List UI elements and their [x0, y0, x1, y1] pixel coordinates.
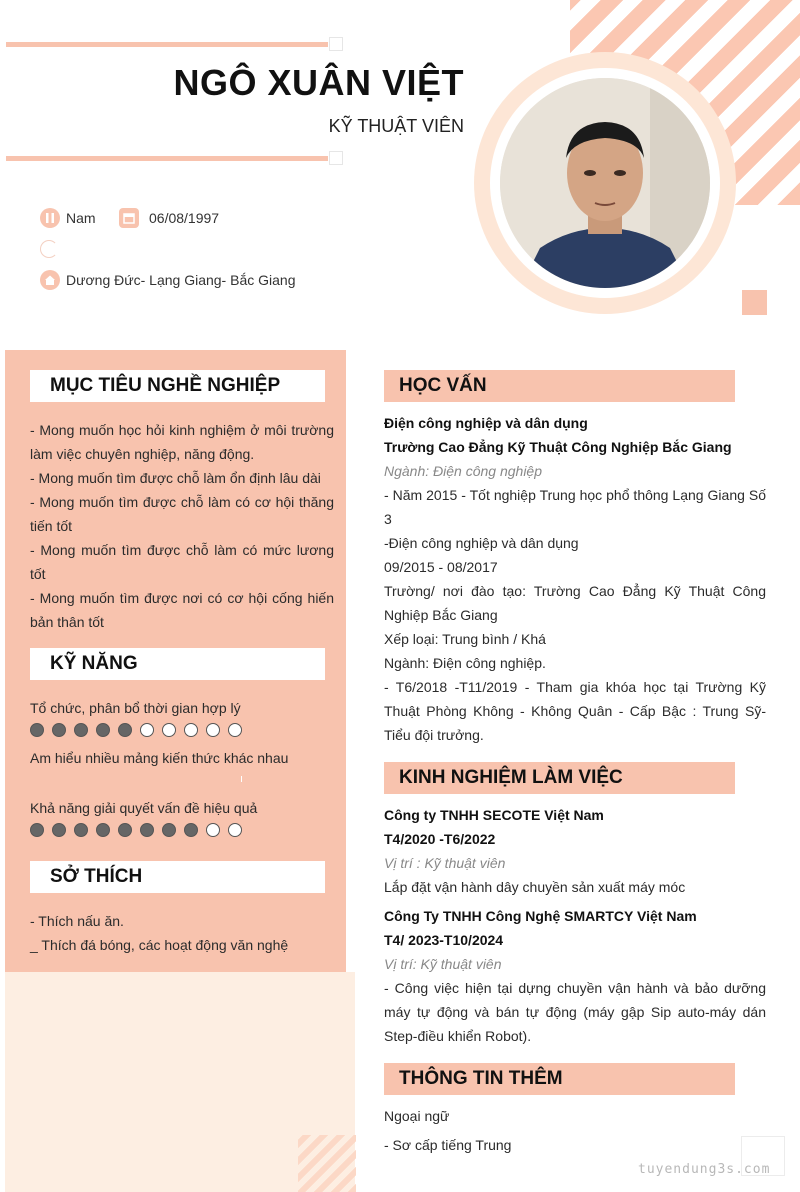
education-detail: -Điện công nghiệp và dân dụng — [384, 535, 579, 551]
birthdate-value: 06/08/1997 — [149, 210, 220, 226]
objective-list — [30, 418, 334, 634]
address-value: Dương Đức- Lạng Giang- Bắc Giang — [66, 272, 296, 288]
skill-label: Am hiểu nhiều mảng kiến thức khác nhau — [30, 750, 289, 766]
objective-line: - Mong muốn học hỏi kinh nghiệm ở môi trường làm việc chuyên nghiệp, năng động. — [30, 422, 334, 462]
experience-block — [384, 803, 766, 1048]
hobbies-list — [30, 909, 334, 957]
info-gender — [40, 208, 96, 228]
rating-dot-filled — [162, 823, 176, 837]
rating-dot-filled — [118, 723, 132, 737]
education-school: Trường Cao Đẳng Kỹ Thuật Công Nghiệp Bắc Giang — [384, 439, 732, 455]
hobby-line: - Thích nấu ăn. — [30, 913, 124, 929]
education-major-title: Điện công nghiệp và dân dụng — [384, 415, 588, 431]
rating-dot-filled — [118, 823, 132, 837]
job-period: T4/2020 -T6/2022 — [384, 831, 496, 847]
skill-rating — [30, 723, 242, 737]
skill-label: Khả năng giải quyết vấn đề hiệu quả — [30, 800, 258, 816]
gender-icon — [40, 208, 60, 228]
extra-info-heading: THÔNG TIN THÊM — [384, 1063, 735, 1095]
header-line-top — [6, 42, 328, 47]
hobby-line: _ Thích đá bóng, các hoạt động văn nghệ — [30, 937, 289, 953]
rating-dot-empty — [184, 723, 198, 737]
job-description: Lắp đặt vận hành dây chuyền sản xuất máy móc — [384, 879, 686, 895]
rating-dot-filled — [30, 823, 44, 837]
info-birthdate — [119, 208, 219, 228]
rating-dot-empty — [206, 823, 220, 837]
rating-dot-empty — [162, 723, 176, 737]
objective-heading: MỤC TIÊU NGHỀ NGHIỆP — [30, 370, 325, 402]
peach-square-decoration — [742, 290, 767, 315]
profile-photo — [500, 78, 710, 288]
bottom-stripes-decoration — [298, 1135, 356, 1192]
extra-info-line: Ngoại ngữ — [384, 1108, 450, 1124]
education-detail: 09/2015 - 08/2017 — [384, 559, 498, 575]
skill-rating — [30, 823, 242, 837]
rating-dot-filled — [96, 823, 110, 837]
gender-value: Nam — [66, 210, 96, 226]
job-description: - Công việc hiện tại dựng chuyền vận hành và bảo dưỡng máy tự động và bán tự động (máy gập Sip auto-máy dán Step-điều khiển Robot). — [384, 980, 766, 1044]
rating-dot-filled — [184, 823, 198, 837]
phone-icon — [40, 240, 58, 258]
rating-dot-filled — [96, 723, 110, 737]
job-company: Công Ty TNHH Công Nghệ SMARTCY Việt Nam — [384, 908, 697, 924]
education-detail: Xếp loại: Trung bình / Khá — [384, 631, 546, 647]
objective-line: - Mong muốn tìm được chỗ làm có mức lương tốt — [30, 542, 334, 582]
skills-heading: KỸ NĂNG — [30, 648, 325, 680]
skill-label: Tổ chức, phân bổ thời gian hợp lý — [30, 700, 241, 716]
objective-line: - Mong muốn tìm được chỗ làm ổn định lâu dài — [30, 470, 321, 486]
education-detail: Ngành: Điện công nghiệp. — [384, 655, 546, 671]
education-detail: - T6/2018 -T11/2019 - Tham gia khóa học tại Trường Kỹ Thuật Phòng Không - Không Quân - Cấp Bậc : Trung Sỹ- Tiểu đội trưởng. — [384, 679, 766, 743]
extra-info-line: - Sơ cấp tiếng Trung — [384, 1137, 512, 1153]
rating-dot-filled — [52, 723, 66, 737]
rating-dot-filled — [74, 823, 88, 837]
hobbies-heading: SỞ THÍCH — [30, 861, 325, 893]
candidate-name: NGÔ XUÂN VIỆT — [173, 62, 464, 103]
home-icon — [40, 270, 60, 290]
education-detail: Trường/ nơi đào tạo: Trường Cao Đẳng Kỹ Thuật Công Nghiệp Bắc Giang — [384, 583, 766, 623]
rating-dot-empty — [206, 723, 220, 737]
job-position: Vị trí : Kỹ thuật viên — [384, 855, 506, 871]
objective-line: - Mong muốn tìm được chỗ làm có cơ hội thăng tiến tốt — [30, 494, 334, 534]
info-address — [40, 270, 295, 290]
rating-dot-empty — [228, 823, 242, 837]
job-company: Công ty TNHH SECOTE Việt Nam — [384, 807, 604, 823]
rating-dot-filled — [140, 823, 154, 837]
job-position: Vị trí: Kỹ thuật viên — [384, 956, 502, 972]
education-field: Ngành: Điện công nghiệp — [384, 463, 543, 479]
job-period: T4/ 2023-T10/2024 — [384, 932, 504, 948]
objective-line: - Mong muốn tìm được nơi có cơ hội cống hiến bản thân tốt — [30, 590, 334, 630]
rating-dot-filled — [74, 723, 88, 737]
rating-dot-filled — [52, 823, 66, 837]
education-heading: HỌC VẤN — [384, 370, 735, 402]
rating-dot-empty — [228, 723, 242, 737]
rating-dot-empty — [140, 723, 154, 737]
rating-dot-filled — [30, 723, 44, 737]
watermark: tuyendung3s.com — [638, 1162, 771, 1177]
calendar-icon — [119, 208, 139, 228]
header-line-bottom — [6, 156, 328, 161]
experience-heading: KINH NGHIỆM LÀM VIỆC — [384, 762, 735, 794]
education-block — [384, 411, 766, 747]
education-detail: - Năm 2015 - Tốt nghiệp Trung học phổ thông Lạng Giang Số 3 — [384, 487, 766, 527]
job-title: KỸ THUẬT VIÊN — [328, 116, 464, 136]
